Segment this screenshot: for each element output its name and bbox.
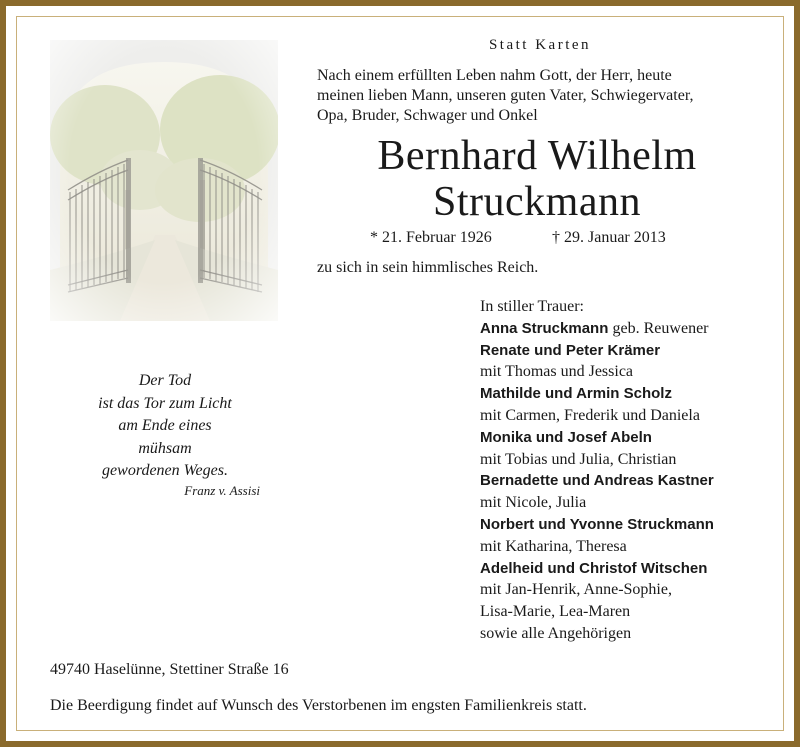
deceased-surname: Struckmann (433, 179, 641, 225)
mourners-closing: sowie alle Angehörigen (480, 624, 632, 642)
family-children: mit Thomas und Jessica (480, 363, 634, 381)
mourners-list (480, 296, 780, 645)
cemetery-gate-image (50, 40, 278, 321)
family-children: mit Katharina, Theresa (480, 537, 627, 555)
family-name: Mathilde und Armin Scholz (480, 385, 672, 403)
family-children: mit Jan-Henrik, Anne-Sophie, (480, 581, 672, 599)
family-children: mit Nicole, Julia (480, 494, 587, 512)
intro-line: meinen lieben Mann, unseren guten Vater, Schwiegervater, (317, 87, 694, 104)
quote-line: mühsam (138, 439, 192, 457)
deceased-name (300, 133, 774, 225)
family-name: Adelheid und Christof Witschen (480, 559, 708, 577)
quote-line: Der Tod (138, 372, 192, 389)
family-children: Lisa-Marie, Lea-Maren (480, 603, 631, 621)
family-name: Norbert und Yvonne Struckmann (480, 515, 714, 533)
outro-text: zu sich in sein himmlisches Reich. (317, 259, 539, 276)
maiden-name: geb. Reuwener (612, 319, 709, 337)
statt-karten: Statt Karten (488, 37, 592, 53)
quote-author: Franz v. Assisi (184, 483, 260, 498)
mourner-name: Anna Struckmann (480, 319, 609, 337)
death-date: † 29. Januar 2013 (552, 229, 666, 246)
mourner-widow (480, 318, 780, 340)
intro-line: Opa, Bruder, Schwager und Onkel (317, 107, 538, 124)
family-name: Renate und Peter Krämer (480, 341, 661, 359)
intro-line: Nach einem erfüllten Leben nahm Gott, der Herr, heute (317, 67, 672, 84)
family-children: mit Carmen, Frederik und Daniela (480, 406, 700, 424)
mourners-heading: In stiller Trauer: (480, 298, 584, 315)
quote-line: gewordenen Weges. (102, 462, 228, 479)
birth-date: * 21. Februar 1926 (370, 229, 492, 246)
deceased-first-names: Bernhard Wilhelm (377, 133, 697, 179)
quote-line: am Ende eines (118, 417, 212, 434)
intro-text (317, 66, 757, 126)
family-name: Monika und Josef Abeln (480, 428, 652, 446)
quote (60, 370, 270, 483)
family-children: mit Tobias und Julia, Christian (480, 450, 677, 468)
address: 49740 Haselünne, Stettiner Straße 16 (50, 661, 289, 678)
family-name: Bernadette und Andreas Kastner (480, 472, 714, 490)
quote-line: ist das Tor zum Licht (98, 394, 232, 412)
funeral-note: Die Beerdigung findet auf Wunsch des Verstorbenen im engsten Familienkreis statt. (50, 697, 587, 714)
